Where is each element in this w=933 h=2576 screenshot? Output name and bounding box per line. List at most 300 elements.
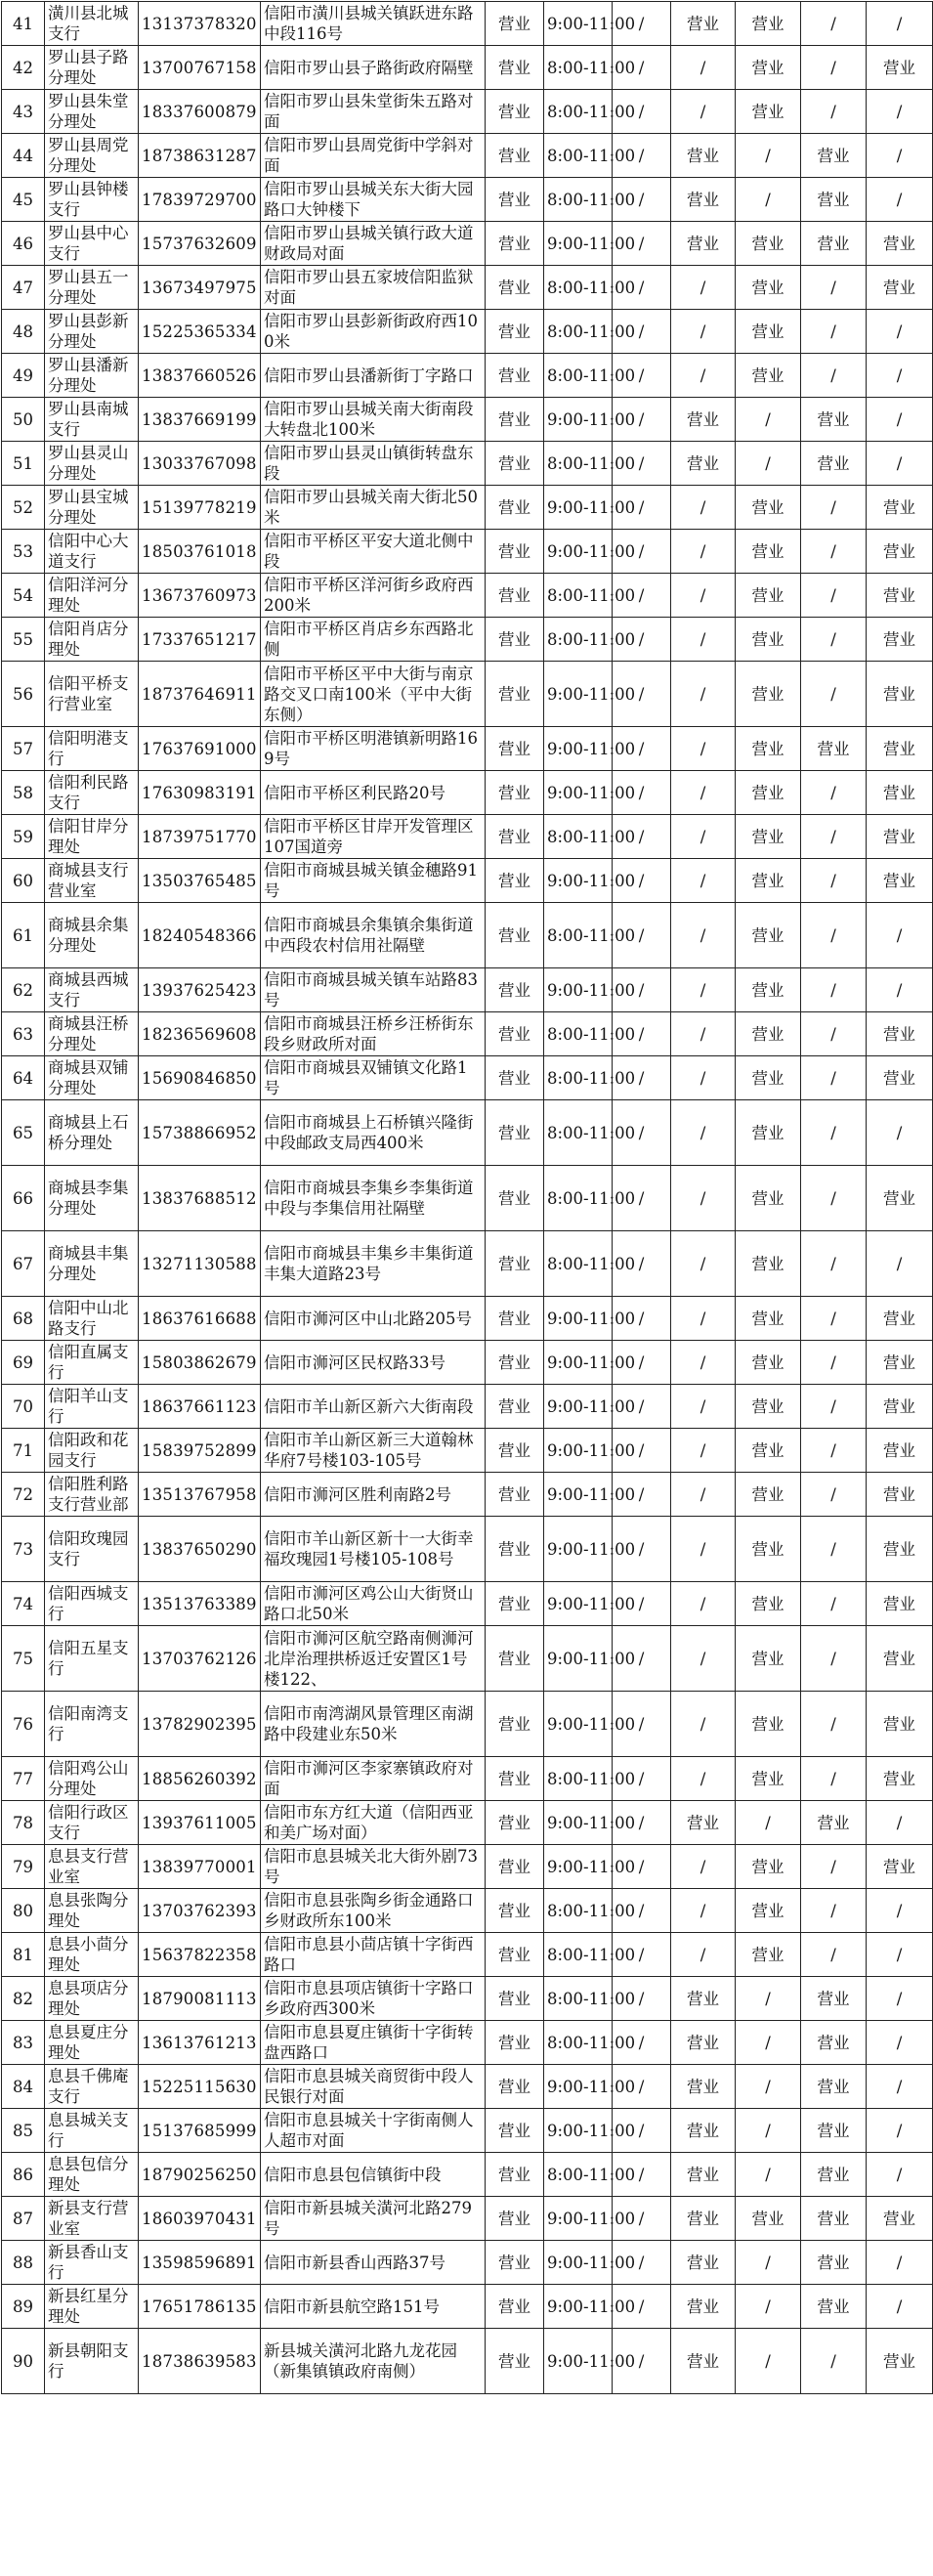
business-hours: 9:00-11:00	[544, 2109, 613, 2153]
status-cell: 营业	[486, 2329, 544, 2394]
status-cell: 营业	[736, 618, 801, 662]
status-cell: 营业	[486, 2241, 544, 2285]
status-cell: /	[613, 2021, 671, 2065]
phone-number: 13703762126	[139, 1626, 261, 1692]
branch-name: 息县项店分理处	[45, 1977, 139, 2021]
phone-number: 18236569608	[139, 1012, 261, 1056]
status-cell: 营业	[867, 662, 933, 727]
branch-name: 新县红星分理处	[45, 2285, 139, 2329]
status-cell: /	[801, 1341, 867, 1385]
table-row	[2, 1692, 933, 1757]
row-number: 72	[2, 1473, 45, 1517]
status-cell: 营业	[867, 2197, 933, 2241]
branch-address: 信阳市罗山县潘新街丁字路口	[261, 354, 486, 398]
status-cell: 营业	[486, 1977, 544, 2021]
status-cell: /	[867, 1801, 933, 1845]
status-cell: /	[867, 1933, 933, 1977]
branch-name: 信阳南湾支行	[45, 1692, 139, 1757]
business-hours: 8:00-11:00	[544, 1889, 613, 1933]
phone-number: 13137378320	[139, 2, 261, 46]
status-cell: /	[801, 1231, 867, 1297]
row-number: 84	[2, 2065, 45, 2109]
table-row	[2, 354, 933, 398]
status-cell: 营业	[486, 2021, 544, 2065]
status-cell: /	[671, 1429, 736, 1473]
phone-number: 13673497975	[139, 266, 261, 310]
business-hours: 9:00-11:00	[544, 662, 613, 727]
table-body	[2, 2, 933, 2394]
status-cell: /	[867, 2241, 933, 2285]
business-hours: 8:00-11:00	[544, 1977, 613, 2021]
table-row	[2, 1297, 933, 1341]
status-cell: /	[613, 1385, 671, 1429]
status-cell: 营业	[486, 442, 544, 486]
status-cell: 营业	[671, 2241, 736, 2285]
status-cell: /	[671, 727, 736, 771]
status-cell: 营业	[671, 398, 736, 442]
business-hours: 8:00-11:00	[544, 574, 613, 618]
table-row	[2, 398, 933, 442]
branch-address: 信阳市平桥区甘岸开发管理区107国道旁	[261, 815, 486, 859]
status-cell: /	[613, 2109, 671, 2153]
business-hours: 8:00-11:00	[544, 2153, 613, 2197]
status-cell: /	[801, 90, 867, 134]
branch-name: 信阳直属支行	[45, 1341, 139, 1385]
status-cell: /	[801, 486, 867, 530]
phone-number: 13271130588	[139, 1231, 261, 1297]
status-cell: 营业	[736, 1429, 801, 1473]
row-number: 68	[2, 1297, 45, 1341]
status-cell: 营业	[486, 486, 544, 530]
status-cell: /	[867, 1977, 933, 2021]
branch-name: 息县夏庄分理处	[45, 2021, 139, 2065]
status-cell: /	[671, 618, 736, 662]
phone-number: 18603970431	[139, 2197, 261, 2241]
branch-name: 信阳胜利路支行营业部	[45, 1473, 139, 1517]
row-number: 43	[2, 90, 45, 134]
business-hours: 8:00-11:00	[544, 815, 613, 859]
status-cell: /	[801, 771, 867, 815]
table-row	[2, 2021, 933, 2065]
status-cell: /	[613, 266, 671, 310]
status-cell: /	[671, 1473, 736, 1517]
status-cell: 营业	[736, 310, 801, 354]
business-hours: 9:00-11:00	[544, 771, 613, 815]
row-number: 46	[2, 222, 45, 266]
status-cell: /	[613, 1845, 671, 1889]
status-cell: 营业	[486, 1429, 544, 1473]
status-cell: /	[801, 2, 867, 46]
branch-name: 信阳中山北路支行	[45, 1297, 139, 1341]
status-cell: /	[613, 1757, 671, 1801]
branch-address: 信阳市商城县上石桥镇兴隆街中段邮政支局西400米	[261, 1100, 486, 1166]
status-cell: /	[801, 1385, 867, 1429]
table-row	[2, 1845, 933, 1889]
status-cell: /	[867, 178, 933, 222]
table-row	[2, 727, 933, 771]
business-hours: 9:00-11:00	[544, 2, 613, 46]
table-row	[2, 2, 933, 46]
status-cell: 营业	[801, 222, 867, 266]
status-cell: 营业	[736, 1757, 801, 1801]
table-row	[2, 486, 933, 530]
status-cell: 营业	[736, 859, 801, 903]
table-row	[2, 2065, 933, 2109]
status-cell: 营业	[867, 486, 933, 530]
status-cell: /	[613, 1517, 671, 1582]
status-cell: /	[671, 1757, 736, 1801]
branch-name: 新县朝阳支行	[45, 2329, 139, 2394]
status-cell: /	[613, 2197, 671, 2241]
status-cell: /	[613, 1166, 671, 1231]
phone-number: 17637691000	[139, 727, 261, 771]
business-hours: 8:00-11:00	[544, 903, 613, 968]
branch-name: 信阳甘岸分理处	[45, 815, 139, 859]
status-cell: /	[736, 2285, 801, 2329]
status-cell: /	[671, 1100, 736, 1166]
status-cell: /	[671, 46, 736, 90]
phone-number: 13837660526	[139, 354, 261, 398]
status-cell: /	[613, 1056, 671, 1100]
phone-number: 18790081113	[139, 1977, 261, 2021]
row-number: 75	[2, 1626, 45, 1692]
business-hours: 9:00-11:00	[544, 2065, 613, 2109]
row-number: 90	[2, 2329, 45, 2394]
row-number: 74	[2, 1582, 45, 1626]
status-cell: 营业	[736, 1385, 801, 1429]
branch-address: 信阳市罗山县城关东大街大园路口大钟楼下	[261, 178, 486, 222]
status-cell: 营业	[736, 1297, 801, 1341]
row-number: 86	[2, 2153, 45, 2197]
row-number: 81	[2, 1933, 45, 1977]
status-cell: 营业	[867, 771, 933, 815]
status-cell: /	[736, 178, 801, 222]
branch-name: 信阳明港支行	[45, 727, 139, 771]
status-cell: /	[613, 1341, 671, 1385]
business-hours: 9:00-11:00	[544, 1429, 613, 1473]
branch-address: 信阳市罗山县彭新街政府西100米	[261, 310, 486, 354]
table-row	[2, 1231, 933, 1297]
business-hours: 9:00-11:00	[544, 530, 613, 574]
status-cell: 营业	[736, 1582, 801, 1626]
branch-name: 商城县丰集分理处	[45, 1231, 139, 1297]
branch-address: 信阳市息县夏庄镇街十字街转盘西路口	[261, 2021, 486, 2065]
status-cell: /	[613, 1012, 671, 1056]
status-cell: 营业	[486, 178, 544, 222]
status-cell: 营业	[736, 1341, 801, 1385]
status-cell: /	[671, 354, 736, 398]
status-cell: 营业	[671, 134, 736, 178]
phone-number: 15839752899	[139, 1429, 261, 1473]
branch-name: 罗山县南城支行	[45, 398, 139, 442]
phone-number: 13839770001	[139, 1845, 261, 1889]
phone-number: 18503761018	[139, 530, 261, 574]
status-cell: /	[671, 1056, 736, 1100]
status-cell: 营业	[486, 1473, 544, 1517]
branch-name: 罗山县五一分理处	[45, 266, 139, 310]
table-row	[2, 442, 933, 486]
branch-name: 信阳羊山支行	[45, 1385, 139, 1429]
status-cell: 营业	[801, 727, 867, 771]
row-number: 45	[2, 178, 45, 222]
status-cell: /	[671, 859, 736, 903]
row-number: 60	[2, 859, 45, 903]
status-cell: 营业	[486, 2065, 544, 2109]
business-hours: 8:00-11:00	[544, 618, 613, 662]
branch-name: 潢川县北城支行	[45, 2, 139, 46]
status-cell: /	[671, 1012, 736, 1056]
table-row	[2, 1473, 933, 1517]
status-cell: 营业	[736, 530, 801, 574]
table-row	[2, 1166, 933, 1231]
status-cell: 营业	[867, 618, 933, 662]
status-cell: 营业	[867, 1757, 933, 1801]
branch-name: 罗山县潘新分理处	[45, 354, 139, 398]
table-row	[2, 1977, 933, 2021]
branch-address: 信阳市浉河区鸡公山大街贤山路口北50米	[261, 1582, 486, 1626]
branch-name: 罗山县周党分理处	[45, 134, 139, 178]
status-cell: /	[613, 90, 671, 134]
status-cell: 营业	[736, 354, 801, 398]
status-cell: /	[867, 1889, 933, 1933]
status-cell: /	[613, 222, 671, 266]
status-cell: 营业	[671, 222, 736, 266]
status-cell: 营业	[671, 178, 736, 222]
status-cell: /	[867, 2285, 933, 2329]
branch-address: 信阳市息县项店镇街十字路口乡政府西300米	[261, 1977, 486, 2021]
status-cell: /	[801, 1517, 867, 1582]
branch-name: 息县包信分理处	[45, 2153, 139, 2197]
phone-number: 13937625423	[139, 968, 261, 1012]
status-cell: /	[613, 178, 671, 222]
table-row	[2, 1933, 933, 1977]
phone-number: 18637661123	[139, 1385, 261, 1429]
row-number: 59	[2, 815, 45, 859]
row-number: 42	[2, 46, 45, 90]
status-cell: 营业	[736, 1012, 801, 1056]
table-row	[2, 1429, 933, 1473]
phone-number: 15225365334	[139, 310, 261, 354]
business-hours: 9:00-11:00	[544, 2197, 613, 2241]
status-cell: /	[613, 2285, 671, 2329]
status-cell: /	[867, 1231, 933, 1297]
table-row	[2, 1801, 933, 1845]
row-number: 65	[2, 1100, 45, 1166]
status-cell: /	[613, 903, 671, 968]
phone-number: 15738866952	[139, 1100, 261, 1166]
phone-number: 13937611005	[139, 1801, 261, 1845]
phone-number: 15137685999	[139, 2109, 261, 2153]
business-hours: 8:00-11:00	[544, 90, 613, 134]
table-row	[2, 1626, 933, 1692]
status-cell: /	[801, 1473, 867, 1517]
status-cell: /	[801, 1757, 867, 1801]
branch-name: 新县支行营业室	[45, 2197, 139, 2241]
status-cell: 营业	[736, 486, 801, 530]
status-cell: 营业	[671, 2021, 736, 2065]
branch-name: 商城县汪桥分理处	[45, 1012, 139, 1056]
row-number: 66	[2, 1166, 45, 1231]
phone-number: 13782902395	[139, 1692, 261, 1757]
branch-address: 信阳市息县城关十字街南侧人人超市对面	[261, 2109, 486, 2153]
status-cell: 营业	[867, 530, 933, 574]
status-cell: /	[671, 771, 736, 815]
status-cell: /	[736, 1801, 801, 1845]
row-number: 61	[2, 903, 45, 968]
branch-name: 罗山县中心支行	[45, 222, 139, 266]
status-cell: 营业	[801, 2065, 867, 2109]
business-hours: 8:00-11:00	[544, 442, 613, 486]
status-cell: /	[613, 1100, 671, 1166]
phone-number: 13513767958	[139, 1473, 261, 1517]
branch-address: 信阳市罗山县城关南大街南段大转盘北100米	[261, 398, 486, 442]
status-cell: /	[801, 530, 867, 574]
row-number: 67	[2, 1231, 45, 1297]
branch-address: 信阳市浉河区李家寨镇政府对面	[261, 1757, 486, 1801]
status-cell: /	[613, 310, 671, 354]
business-hours: 9:00-11:00	[544, 2329, 613, 2394]
status-cell: 营业	[486, 903, 544, 968]
status-cell: 营业	[736, 1473, 801, 1517]
branch-name: 信阳鸡公山分理处	[45, 1757, 139, 1801]
status-cell: /	[613, 968, 671, 1012]
branch-name: 罗山县子路分理处	[45, 46, 139, 90]
phone-number: 18790256250	[139, 2153, 261, 2197]
branch-address: 信阳市羊山新区新三大道翰林华府7号楼103-105号	[261, 1429, 486, 1473]
status-cell: 营业	[486, 1626, 544, 1692]
status-cell: /	[613, 1692, 671, 1757]
branch-address: 信阳市浉河区胜利南路2号	[261, 1473, 486, 1517]
status-cell: 营业	[867, 2329, 933, 2394]
branch-address: 信阳市罗山县朱堂街朱五路对面	[261, 90, 486, 134]
row-number: 56	[2, 662, 45, 727]
business-hours: 9:00-11:00	[544, 486, 613, 530]
status-cell: 营业	[486, 574, 544, 618]
status-cell: 营业	[736, 1166, 801, 1231]
status-cell: 营业	[486, 2285, 544, 2329]
table-row	[2, 574, 933, 618]
status-cell: 营业	[486, 815, 544, 859]
table-row	[2, 859, 933, 903]
phone-number: 15690846850	[139, 1056, 261, 1100]
status-cell: /	[867, 2021, 933, 2065]
business-hours: 9:00-11:00	[544, 1626, 613, 1692]
branch-address: 信阳市平桥区明港镇新明路169号	[261, 727, 486, 771]
status-cell: /	[801, 1845, 867, 1889]
branch-name: 信阳西城支行	[45, 1582, 139, 1626]
status-cell: 营业	[736, 771, 801, 815]
status-cell: /	[867, 903, 933, 968]
branch-name: 信阳玫瑰园支行	[45, 1517, 139, 1582]
business-hours: 8:00-11:00	[544, 1757, 613, 1801]
status-cell: 营业	[867, 1692, 933, 1757]
phone-number: 15737632609	[139, 222, 261, 266]
status-cell: /	[613, 442, 671, 486]
status-cell: 营业	[736, 903, 801, 968]
row-number: 55	[2, 618, 45, 662]
branch-name: 罗山县宝城分理处	[45, 486, 139, 530]
status-cell: /	[867, 90, 933, 134]
row-number: 82	[2, 1977, 45, 2021]
table-row	[2, 1341, 933, 1385]
phone-number: 13613761213	[139, 2021, 261, 2065]
phone-number: 13673760973	[139, 574, 261, 618]
phone-number: 13513763389	[139, 1582, 261, 1626]
status-cell: 营业	[671, 2197, 736, 2241]
table-row	[2, 178, 933, 222]
status-cell: 营业	[867, 1626, 933, 1692]
status-cell: /	[613, 2153, 671, 2197]
branch-address: 信阳市新县城关潢河北路279号	[261, 2197, 486, 2241]
status-cell: 营业	[671, 442, 736, 486]
status-cell: /	[801, 1889, 867, 1933]
status-cell: /	[736, 134, 801, 178]
business-hours: 8:00-11:00	[544, 1100, 613, 1166]
row-number: 47	[2, 266, 45, 310]
table-row	[2, 134, 933, 178]
status-cell: 营业	[486, 1582, 544, 1626]
status-cell: 营业	[486, 530, 544, 574]
status-cell: 营业	[671, 1977, 736, 2021]
phone-number: 13703762393	[139, 1889, 261, 1933]
status-cell: 营业	[801, 178, 867, 222]
status-cell: 营业	[486, 2153, 544, 2197]
status-cell: 营业	[486, 968, 544, 1012]
status-cell: 营业	[486, 1933, 544, 1977]
business-hours: 9:00-11:00	[544, 1385, 613, 1429]
phone-number: 18240548366	[139, 903, 261, 968]
row-number: 79	[2, 1845, 45, 1889]
branch-schedule-table	[1, 1, 933, 2394]
branch-address: 信阳市商城县双铺镇文化路1号	[261, 1056, 486, 1100]
status-cell: /	[867, 398, 933, 442]
status-cell: 营业	[486, 354, 544, 398]
status-cell: /	[671, 90, 736, 134]
branch-address: 信阳市息县城关商贸街中段人民银行对面	[261, 2065, 486, 2109]
row-number: 41	[2, 2, 45, 46]
table-row	[2, 2329, 933, 2394]
status-cell: 营业	[486, 1692, 544, 1757]
table-row	[2, 1012, 933, 1056]
status-cell: 营业	[486, 266, 544, 310]
status-cell: /	[671, 1385, 736, 1429]
status-cell: /	[671, 266, 736, 310]
status-cell: /	[801, 1166, 867, 1231]
branch-address: 信阳市罗山县灵山镇街转盘东段	[261, 442, 486, 486]
status-cell: /	[801, 1056, 867, 1100]
status-cell: 营业	[671, 2065, 736, 2109]
status-cell: 营业	[867, 1845, 933, 1889]
status-cell: /	[671, 1166, 736, 1231]
phone-number: 15637822358	[139, 1933, 261, 1977]
status-cell: 营业	[867, 1517, 933, 1582]
status-cell: /	[867, 2153, 933, 2197]
branch-name: 信阳肖店分理处	[45, 618, 139, 662]
status-cell: /	[671, 1231, 736, 1297]
table-row	[2, 1582, 933, 1626]
phone-number: 15139778219	[139, 486, 261, 530]
table-row	[2, 2109, 933, 2153]
status-cell: /	[736, 2153, 801, 2197]
row-number: 69	[2, 1341, 45, 1385]
business-hours: 9:00-11:00	[544, 2285, 613, 2329]
phone-number: 18739751770	[139, 815, 261, 859]
status-cell: /	[613, 2065, 671, 2109]
status-cell: /	[613, 1231, 671, 1297]
status-cell: 营业	[801, 2197, 867, 2241]
status-cell: 营业	[736, 266, 801, 310]
table-row	[2, 2285, 933, 2329]
